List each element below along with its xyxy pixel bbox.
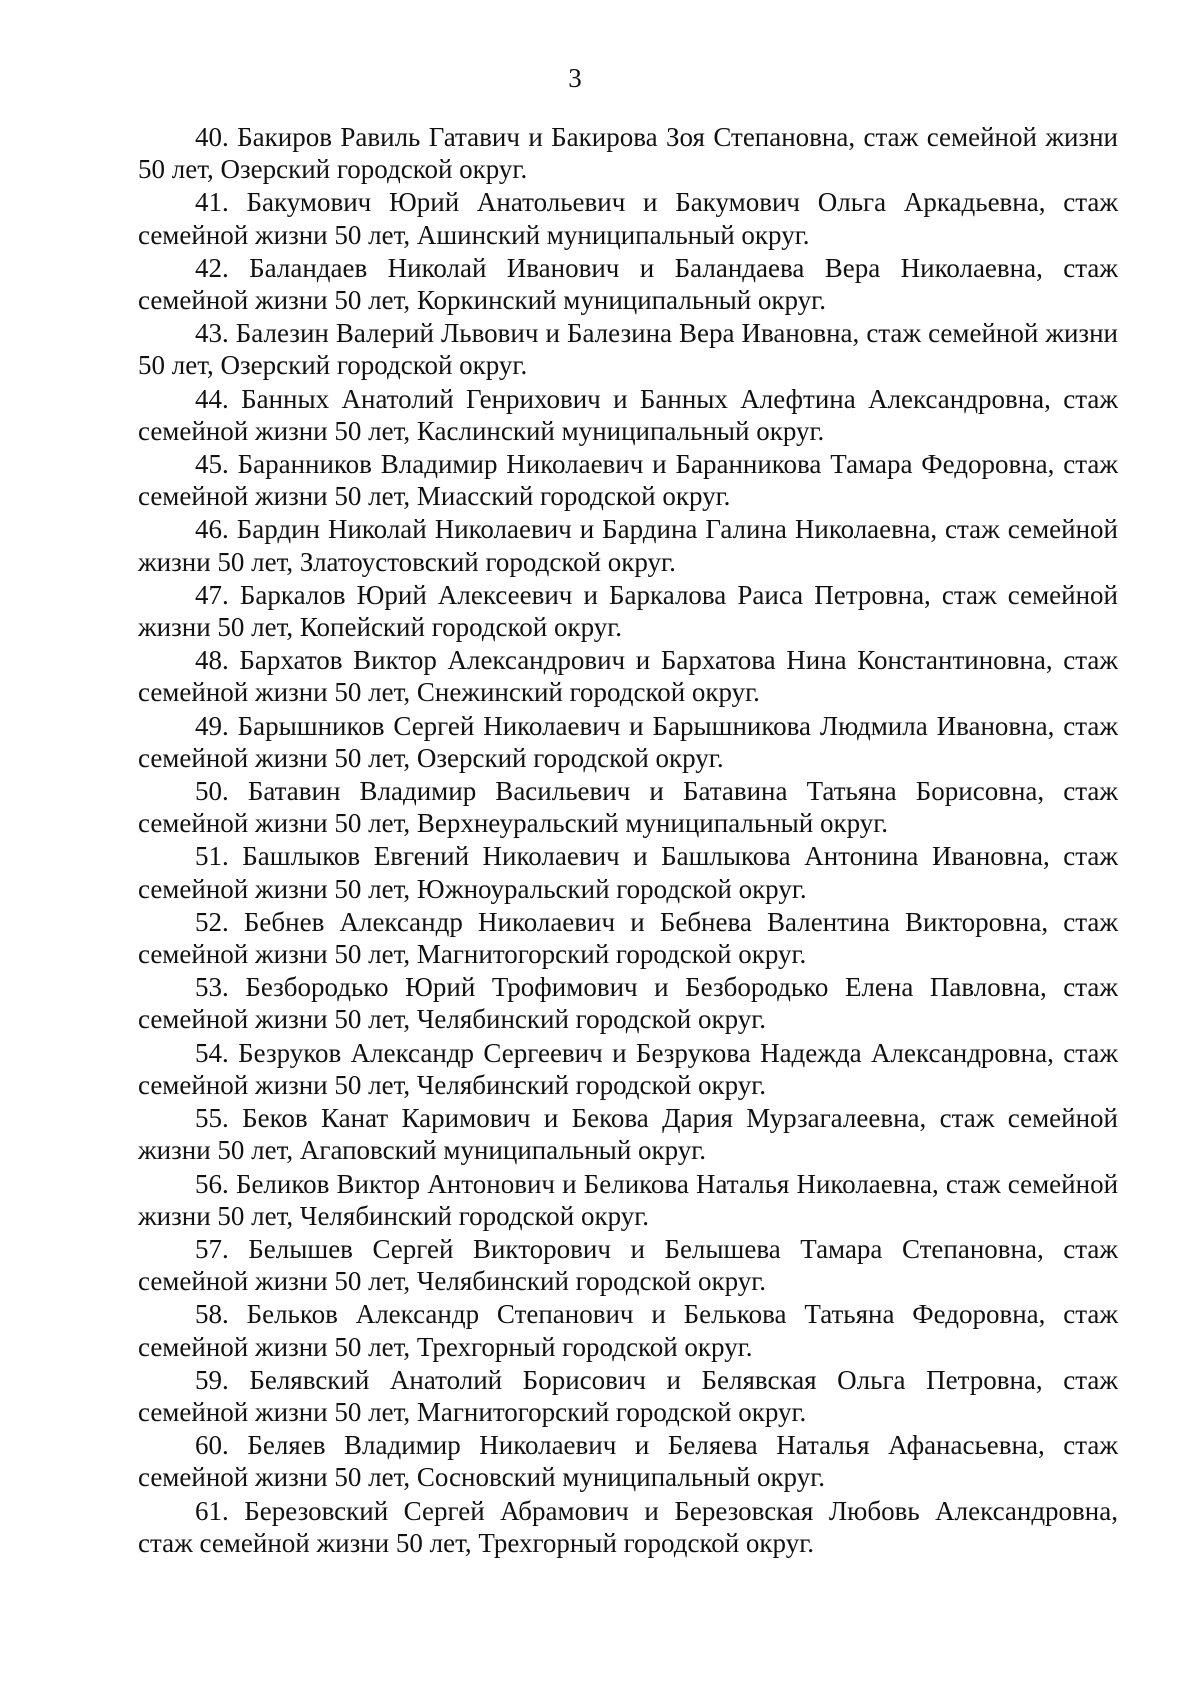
list-item (138, 971, 1118, 1035)
entry-text: Бебнев Александр Николаевич и Бебнева Валентина Викторовна, стаж семейной жизни 50 лет, Магнитогорский городской округ. (138, 906, 1118, 970)
list-item (138, 448, 1118, 512)
entry-number: 47. (195, 579, 229, 610)
entry-text: Белявский Анатолий Борисович и Белявская Ольга Петровна, стаж семейной жизни 50 лет, Магнитогорский городской округ. (138, 1364, 1119, 1427)
list-item (138, 840, 1118, 904)
entry-number: 53. (195, 972, 229, 1003)
list-item (138, 1364, 1118, 1428)
entry-number: 46. (195, 514, 229, 545)
entry-number: 50. (195, 776, 229, 807)
entry-number: 42. (195, 252, 229, 283)
list-item (138, 775, 1118, 839)
entry-text: Березовский Сергей Абрамович и Березовская Любовь Александровна, стаж семейной жизни 50 лет, Трехгорный городской округ. (138, 1495, 1118, 1558)
entry-text: Беков Канат Каримович и Бекова Дария Мурзагалеевна, стаж семейной жизни 50 лет, Агаповский муниципальный округ. (138, 1103, 1118, 1166)
entry-list (138, 121, 1118, 1560)
list-item (138, 1168, 1118, 1232)
entry-text: Баландаев Николай Иванович и Баландаева Вера Николаевна, стаж семейной жизни 50 лет, Коркинский муниципальный округ. (138, 252, 1118, 316)
page-number: 3 (568, 63, 582, 93)
entry-number: 44. (195, 383, 229, 414)
list-item (138, 317, 1118, 381)
list-item (138, 186, 1118, 250)
list-item (138, 1037, 1118, 1101)
list-item (138, 383, 1118, 447)
entry-number: 56. (195, 1168, 229, 1199)
entry-number: 57. (195, 1233, 229, 1264)
entry-text: Бархатов Виктор Александрович и Бархатова Нина Константиновна, стаж семейной жизни 50 лет, Снежинский городской округ. (138, 645, 1118, 708)
entry-text: Баркалов Юрий Алексеевич и Баркалова Раиса Петровна, стаж семейной жизни 50 лет, Копейский городской округ. (138, 579, 1119, 643)
entry-number: 40. (195, 122, 229, 152)
entry-number: 59. (195, 1364, 229, 1395)
entry-text: Белышев Сергей Викторович и Белышева Тамара Степановна, стаж семейной жизни 50 лет, Челябинский городской округ. (138, 1233, 1118, 1297)
entry-text: Бельков Александр Степанович и Белькова Татьяна Федоровна, стаж семейной жизни 50 лет, Трехгорный городской округ. (138, 1299, 1118, 1362)
entry-text: Бардин Николай Николаевич и Бардина Галина Николаевна, стаж семейной жизни 50 лет, Златоустовский городской округ. (138, 514, 1119, 577)
entry-number: 60. (195, 1430, 229, 1461)
entry-number: 48. (195, 645, 229, 676)
entry-text: Беляев Владимир Николаевич и Беляева Наталья Афанасьевна, стаж семейной жизни 50 лет, Сосновский муниципальный округ. (138, 1430, 1119, 1493)
list-item (138, 513, 1118, 577)
list-item (138, 710, 1118, 774)
list-item (138, 1233, 1118, 1297)
entry-text: Беликов Виктор Антонович и Беликова Наталья Николаевна, стаж семейной жизни 50 лет, Челябинский городской округ. (138, 1168, 1119, 1231)
entry-text: Баранников Владимир Николаевич и Баранникова Тамара Федоровна, стаж семейной жизни 50 лет, Миасский городской округ. (138, 449, 1118, 512)
list-item (138, 121, 1118, 185)
entry-number: 49. (195, 710, 229, 741)
entry-text: Башлыков Евгений Николаевич и Башлыкова Антонина Ивановна, стаж семейной жизни 50 лет, Южноуральский городской округ. (138, 841, 1119, 904)
entry-number: 41. (195, 187, 229, 218)
entry-number: 52. (195, 906, 229, 937)
entry-text: Банных Анатолий Генрихович и Банных Алефтина Александровна, стаж семейной жизни 50 лет, Каслинский муниципальный округ. (138, 383, 1118, 446)
entry-number: 55. (195, 1103, 229, 1134)
list-item (138, 906, 1118, 970)
entry-text: Батавин Владимир Васильевич и Батавина Татьяна Борисовна, стаж семейной жизни 50 лет, Верхнеуральский муниципальный округ. (138, 776, 1118, 839)
entry-text: Бакиров Равиль Гатавич и Бакирова Зоя Степановна, стаж семейной жизни 50 лет, Озерский городской округ. (138, 122, 1118, 185)
list-item (138, 1102, 1118, 1166)
list-item (138, 1298, 1118, 1362)
entry-text: Барышников Сергей Николаевич и Барышникова Людмила Ивановна, стаж семейной жизни 50 лет, Озерский городской округ. (138, 710, 1118, 773)
list-item (138, 644, 1118, 708)
list-item (138, 579, 1118, 643)
list-item (138, 1429, 1118, 1493)
entry-number: 61. (195, 1495, 229, 1526)
entry-number: 58. (195, 1299, 229, 1330)
entry-text: Безруков Александр Сергеевич и Безрукова Надежда Александровна, стаж семейной жизни 50 лет, Челябинский городской округ. (138, 1037, 1119, 1100)
entry-number: 54. (195, 1037, 229, 1068)
entry-number: 45. (195, 449, 229, 480)
entry-number: 43. (195, 318, 229, 349)
entry-text: Балезин Валерий Львович и Балезина Вера Ивановна, стаж семейной жизни 50 лет, Озерский городской округ. (138, 318, 1118, 381)
list-item (138, 252, 1118, 316)
list-item (138, 1495, 1118, 1559)
entry-text: Бакумович Юрий Анатольевич и Бакумович Ольга Аркадьевна, стаж семейной жизни 50 лет, Ашинский муниципальный округ. (138, 187, 1119, 250)
entry-text: Безбородько Юрий Трофимович и Безбородько Елена Павловна, стаж семейной жизни 50 лет, Челябинский городской округ. (138, 972, 1119, 1035)
entry-number: 51. (195, 841, 229, 872)
